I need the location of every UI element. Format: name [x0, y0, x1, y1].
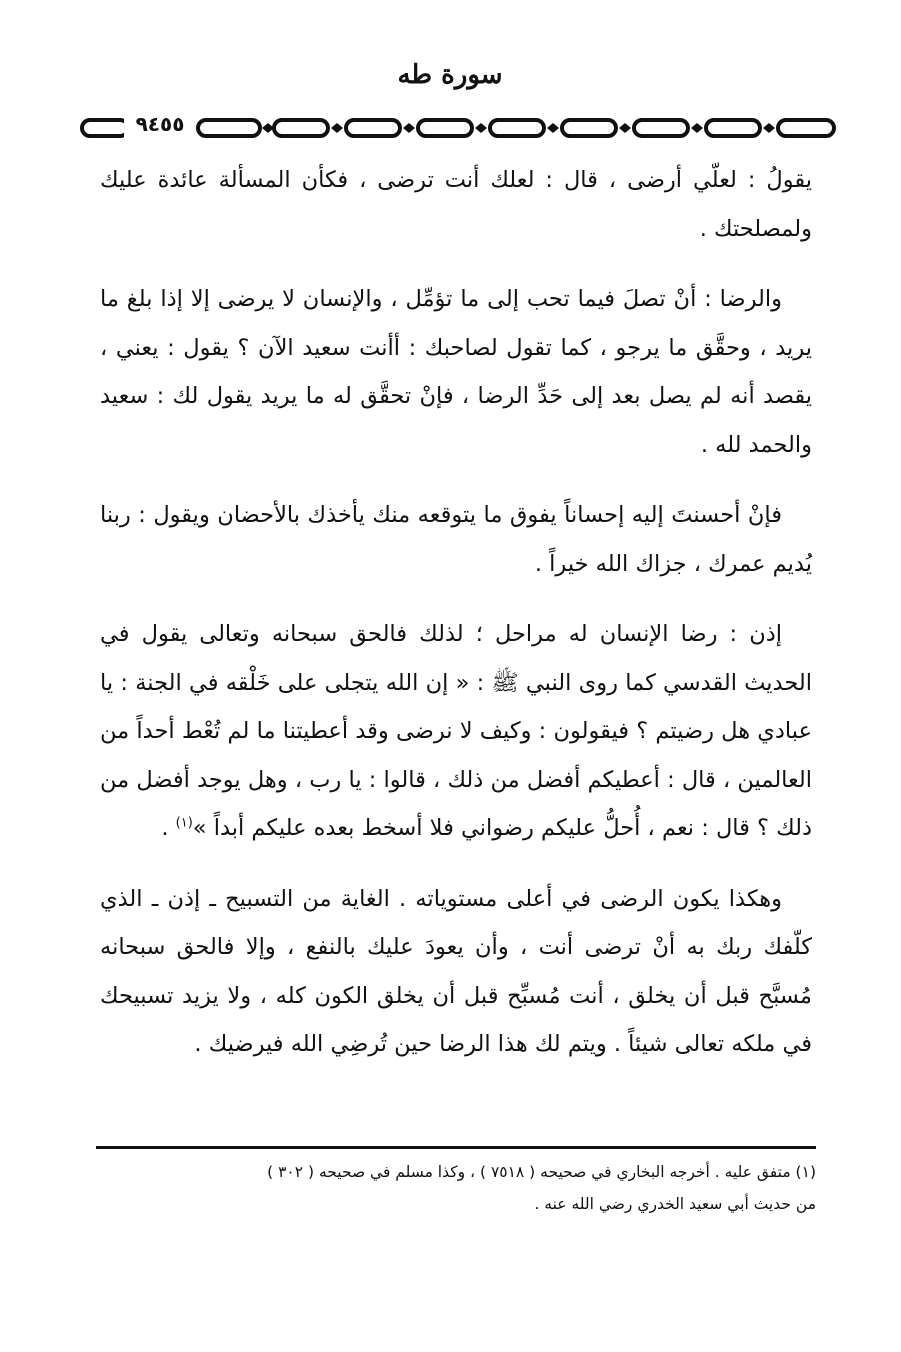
paragraph: وهكذا يكون الرضى في أعلى مستوياته . الغاية من التسبيح ـ إذن ـ الذي كلّفك ربك به أنْ ترضى أنت ، وأن يعودَ عليك بالنفع ، وإلا فالحق سبحانه مُسبَّح قبل أن يخلق ، أنت مُسبِّح قبل أن يخلق الكون كله ، ولا يزيد تسبيحك في ملكه تعالى شيئاً . ويتم لك هذا الرضا حين تُرضِي الله فيرضيك .: [100, 885, 812, 1057]
paragraph-end: .: [161, 815, 176, 841]
border-diamond: [331, 123, 343, 133]
main-text: [100, 156, 812, 1091]
paragraph: فإنْ أحسنتَ إليه إحساناً يفوق ما يتوقعه منك يأخذك بالأحضان ويقول : ربنا يُديم عمرك ، جزاك الله خيراً .: [100, 502, 812, 577]
border-pill: [778, 120, 834, 136]
border-diamond: [262, 123, 274, 133]
border-diamond: [547, 123, 559, 133]
border-pill: [706, 120, 760, 136]
border-pill: [198, 120, 260, 136]
page-header: [0, 52, 901, 100]
border-diamond: [619, 123, 631, 133]
border-pill: [82, 120, 128, 136]
border-pill: [346, 120, 400, 136]
border-pill: [418, 120, 472, 136]
paragraph-text: إذن : رضا الإنسان له مراحل ؛ لذلك فالحق سبحانه وتعالى يقول في الحديث القدسي كما روى النبي ﷺ : « إن الله يتجلى على خَلْقه في الجنة : يا عبادي هل رضيتم ؟ فيقولون : وكيف لا نرضى وقد أعطيتنا ما لم تُعْط أحداً من العالمين ، قال : أعطيكم أفضل من ذلك ، قالوا : يا رب ، وهل يوجد أفضل من ذلك ؟ قال : نعم ، أُحلُّ عليكم رضواني فلا أسخط بعده عليكم أبداً »: [100, 621, 812, 841]
border-diamond: [763, 123, 775, 133]
border-diamond: [403, 123, 415, 133]
border-pill: [634, 120, 688, 136]
footnote-line: (١) متفق عليه . أخرجه البخاري في صحيحه ( ٧٥١٨ ) ، وكذا مسلم في صحيحه ( ٣٠٢ ): [267, 1163, 816, 1181]
paragraph: [100, 610, 812, 853]
footnotes: [96, 1156, 816, 1220]
border-pill: [274, 120, 328, 136]
footnote-reference: (١): [175, 815, 193, 831]
border-diamond: [475, 123, 487, 133]
footnote-line: من حديث أبي سعيد الخدري رضي الله عنه .: [534, 1195, 816, 1213]
border-pill: [490, 120, 544, 136]
footnote-divider: [96, 1146, 816, 1149]
surah-title: سورة طه: [397, 60, 503, 90]
paragraph: والرضا : أنْ تصلَ فيما تحب إلى ما تؤمِّل ، والإنسان لا يرضى إلا إذا بلغ ما يريد ، وحقَّق ما يرجو ، كما تقول لصاحبك : أأنت سعيد الآن ؟ يقول : يعني ، يقصد أنه لم يصل بعد إلى حَدِّ الرضا ، فإنْ تحقَّق له ما يريد يقول لك : سعيد والحمد لله .: [100, 286, 812, 458]
paragraph: يقولُ : لعلّي أرضى ، قال : لعلك أنت ترضى ، فكأن المسألة عائدة عليك ولمصلحتك .: [100, 167, 812, 242]
page-number: ٩٤٥٥: [124, 111, 196, 137]
border-pill: [562, 120, 616, 136]
border-diamond: [691, 123, 703, 133]
